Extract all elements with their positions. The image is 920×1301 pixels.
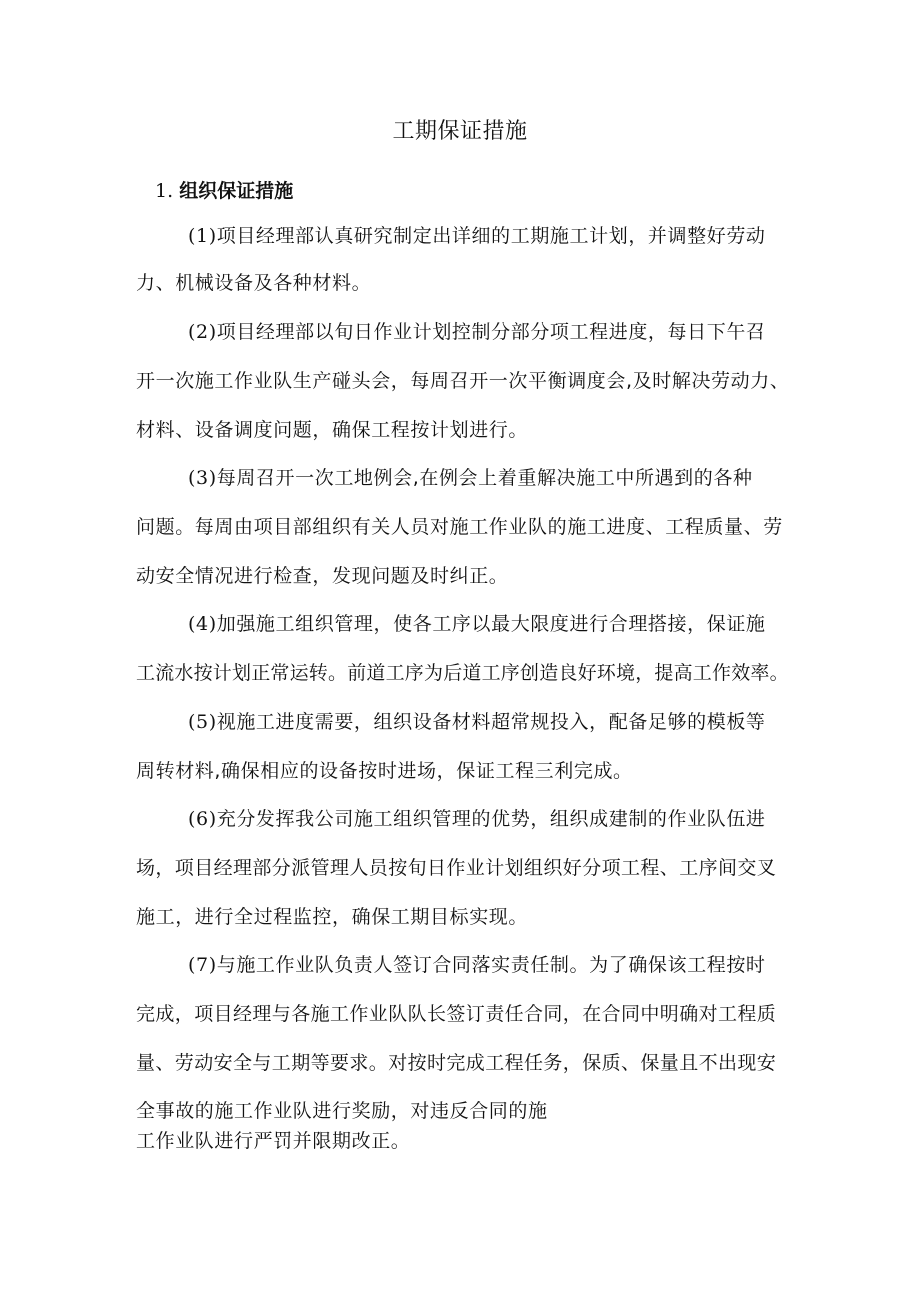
section-heading (155, 176, 293, 206)
paragraph-line (188, 707, 766, 737)
paragraph-line: 工流水按计划正常运转。前道工序为后道工序创造良好环境，提高工作效率。 (136, 662, 789, 684)
paragraph-line: 场，项目经理部分派管理人员按旬日作业计划组织好分项工程、工序间交叉 (136, 857, 777, 879)
paragraph-marker: (3) (188, 467, 217, 489)
paragraph-marker: (6) (188, 808, 217, 830)
line-text: 视施工进度需要，组织设备材料超常规投入，配备足够的模板等 (216, 711, 766, 733)
paragraph-line (188, 463, 753, 493)
paragraph-line: 开一次施工作业队生产碰头会，每周召开一次平衡调度会,及时解决劳动力、 (136, 370, 790, 392)
paragraph-line: 周转材料,确保相应的设备按时进场，保证工程三利完成。 (136, 760, 633, 782)
paragraph-marker: (4) (188, 613, 217, 635)
paragraph-marker: (1) (188, 225, 217, 247)
paragraph-line (188, 317, 766, 347)
section-heading-text: 组织保证措施 (179, 180, 294, 202)
document-title: 工期保证措施 (392, 119, 528, 144)
paragraph-line: 问题。每周由项目部组织有关人员对施工作业队的施工进度、工程质量、劳 (136, 516, 783, 538)
paragraph-line: 材料、设备调度问题，确保工程按计划进行。 (136, 419, 529, 441)
paragraph-line: 施工，进行全过程监控，确保工期目标实现。 (136, 906, 529, 928)
paragraph-line: 工作业队进行严罚并限期改正。 (136, 1130, 411, 1152)
line-text: 每周召开一次工地例会,在例会上着重解决施工中所遇到的各种 (216, 467, 753, 489)
paragraph-line: 完成，项目经理与各施工作业队队长签订责任合同，在合同中明确对工程质 (136, 1003, 777, 1025)
paragraph-line: 动安全情况进行检查，发现问题及时纠正。 (136, 565, 509, 587)
paragraph-line: 全事故的施工作业队进行奖励，对违反合同的施 (136, 1100, 548, 1122)
paragraph-line (188, 804, 766, 834)
line-text: 加强施工组织管理，使各工序以最大限度进行合理搭接，保证施 (216, 613, 766, 635)
paragraph-marker: (7) (188, 954, 217, 976)
paragraph-line (188, 221, 766, 251)
line-text: 充分发挥我公司施工组织管理的优势，组织成建制的作业队伍进 (216, 808, 766, 830)
section-number: 1. (155, 180, 174, 202)
paragraph-marker: (2) (188, 321, 217, 343)
paragraph-marker: (5) (188, 711, 217, 733)
paragraph-line: 量、劳动安全与工期等要求。对按时完成工程任务，保质、保量且不出现安 (136, 1052, 777, 1074)
paragraph-line: 力、机械设备及各种材料。 (136, 272, 372, 294)
line-text: 项目经理部以旬日作业计划控制分部分项工程进度，每日下午召 (216, 321, 766, 343)
paragraph-line (188, 950, 766, 980)
line-text: 项目经理部认真研究制定出详细的工期施工计划，并调整好劳动 (216, 225, 766, 247)
paragraph-line (188, 609, 766, 639)
line-text: 与施工作业队负责人签订合同落实责任制。为了确保该工程按时 (216, 954, 766, 976)
